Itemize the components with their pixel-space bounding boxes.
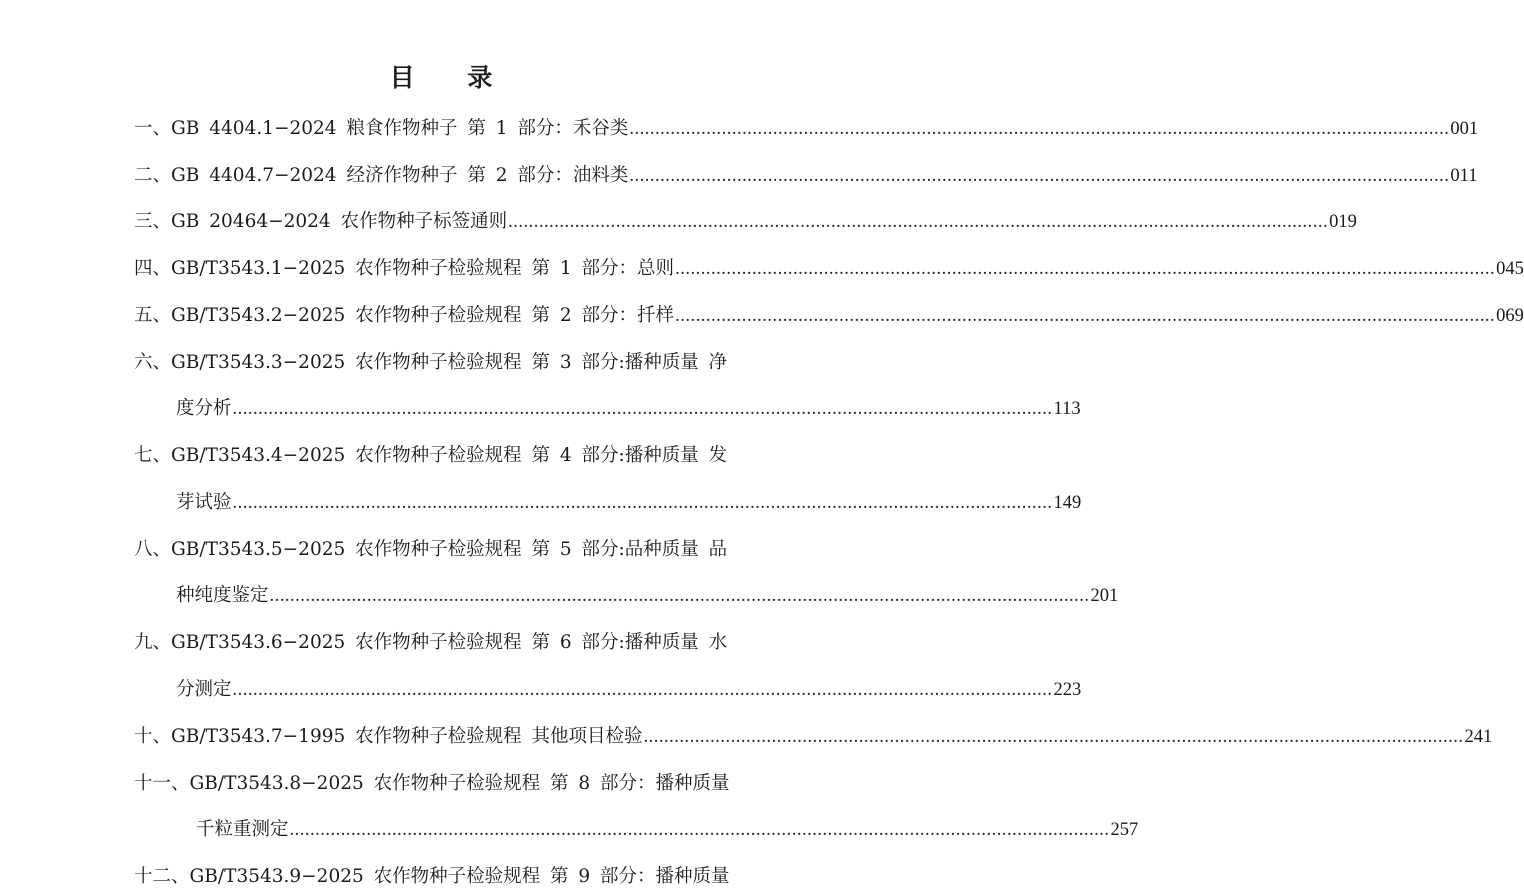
toc-entry[interactable]	[134, 303, 1524, 329]
toc-entry-continuation[interactable]	[176, 490, 1082, 516]
toc-entry-page: 257	[1110, 820, 1139, 840]
toc-entry[interactable]	[134, 350, 756, 376]
toc-entry[interactable]	[134, 630, 756, 656]
toc-entry-title: 五、GB/T3543.2−2025 农作物种子检验规程 第 2 部分：扦样	[134, 305, 675, 326]
toc-entry-continuation[interactable]	[176, 396, 1081, 422]
toc-entry-page: 149	[1053, 493, 1082, 513]
dot-leader: ................................................................................................................................................................	[675, 306, 1496, 326]
toc-entry-continuation[interactable]	[176, 583, 1119, 609]
toc-entry-page: 011	[1450, 166, 1478, 186]
toc-entry-title-cont: 千粒重测定	[196, 819, 289, 840]
toc-entry[interactable]	[134, 771, 756, 797]
page-title: 目 录	[389, 63, 515, 92]
toc-entry-page: 001	[1450, 119, 1479, 139]
toc-entry-title: 八、GB/T3543.5−2025 农作物种子检验规程 第 5 部分:品种质量 品	[134, 539, 728, 560]
toc-entry-page: 201	[1090, 586, 1119, 606]
toc-entry-title: 四、GB/T3543.1−2025 农作物种子检验规程 第 1 部分：总则	[134, 258, 675, 279]
toc-entry-title: 十一、GB/T3543.8−2025 农作物种子检验规程 第 8 部分：播种质量	[134, 773, 730, 794]
toc-entry-title: 九、GB/T3543.6−2025 农作物种子检验规程 第 6 部分:播种质量 水	[134, 632, 728, 653]
dot-leader: ................................................................................................................................................................	[643, 727, 1464, 747]
dot-leader: ................................................................................................................................................................	[232, 399, 1053, 419]
toc-entry-title-cont: 分测定	[176, 679, 232, 700]
toc-entry-title: 十、GB/T3543.7−1995 农作物种子检验规程 其他项目检验	[134, 726, 643, 747]
toc-entry-page: 223	[1053, 680, 1082, 700]
toc-entry[interactable]	[134, 443, 756, 469]
toc-entry-title: 一、GB 4404.1−2024 粮食作物种子 第 1 部分：禾谷类	[134, 118, 629, 139]
toc-entry-continuation[interactable]	[176, 677, 1082, 703]
toc-entry-page: 113	[1053, 399, 1081, 419]
dot-leader: ................................................................................................................................................................	[232, 493, 1053, 513]
toc-entry-title: 三、GB 20464−2024 农作物种子标签通则	[134, 211, 508, 232]
toc-entry-title-cont: 种纯度鉴定	[176, 585, 269, 606]
dot-leader: ................................................................................................................................................................	[675, 259, 1496, 279]
toc-entry-page: 019	[1329, 212, 1357, 232]
toc-entry-title: 七、GB/T3543.4−2025 农作物种子检验规程 第 4 部分:播种质量 发	[134, 445, 728, 466]
toc-entry[interactable]	[134, 724, 1493, 750]
toc-entry[interactable]	[134, 116, 1479, 142]
toc-entry[interactable]	[134, 163, 1478, 189]
toc-entry-title: 十二、GB/T3543.9−2025 农作物种子检验规程 第 9 部分：播种质量	[134, 866, 730, 887]
toc-entry-title: 二、GB 4404.7−2024 经济作物种子 第 2 部分：油料类	[134, 165, 629, 186]
dot-leader: ................................................................................................................................................................	[269, 586, 1090, 606]
dot-leader: ................................................................................................................................................................	[289, 820, 1110, 840]
toc-entry-title-cont: 度分析	[176, 398, 232, 419]
toc-entry[interactable]	[134, 537, 756, 563]
toc-entry[interactable]	[134, 256, 1524, 282]
toc-entry[interactable]	[134, 864, 756, 890]
toc-entry-continuation[interactable]	[196, 817, 1139, 843]
toc-entry-title-cont: 芽试验	[176, 492, 232, 513]
dot-leader: ................................................................................................................................................................	[508, 212, 1329, 232]
dot-leader: ................................................................................................................................................................	[629, 119, 1450, 139]
toc-entry-page: 241	[1464, 727, 1493, 747]
dot-leader: ................................................................................................................................................................	[232, 680, 1053, 700]
toc-entry-page: 045	[1496, 259, 1524, 279]
toc-entry-page: 069	[1496, 306, 1524, 326]
dot-leader: ................................................................................................................................................................	[629, 166, 1450, 186]
toc-entry[interactable]	[134, 209, 1357, 235]
toc-entry-title: 六、GB/T3543.3−2025 农作物种子检验规程 第 3 部分:播种质量 净	[134, 352, 728, 373]
